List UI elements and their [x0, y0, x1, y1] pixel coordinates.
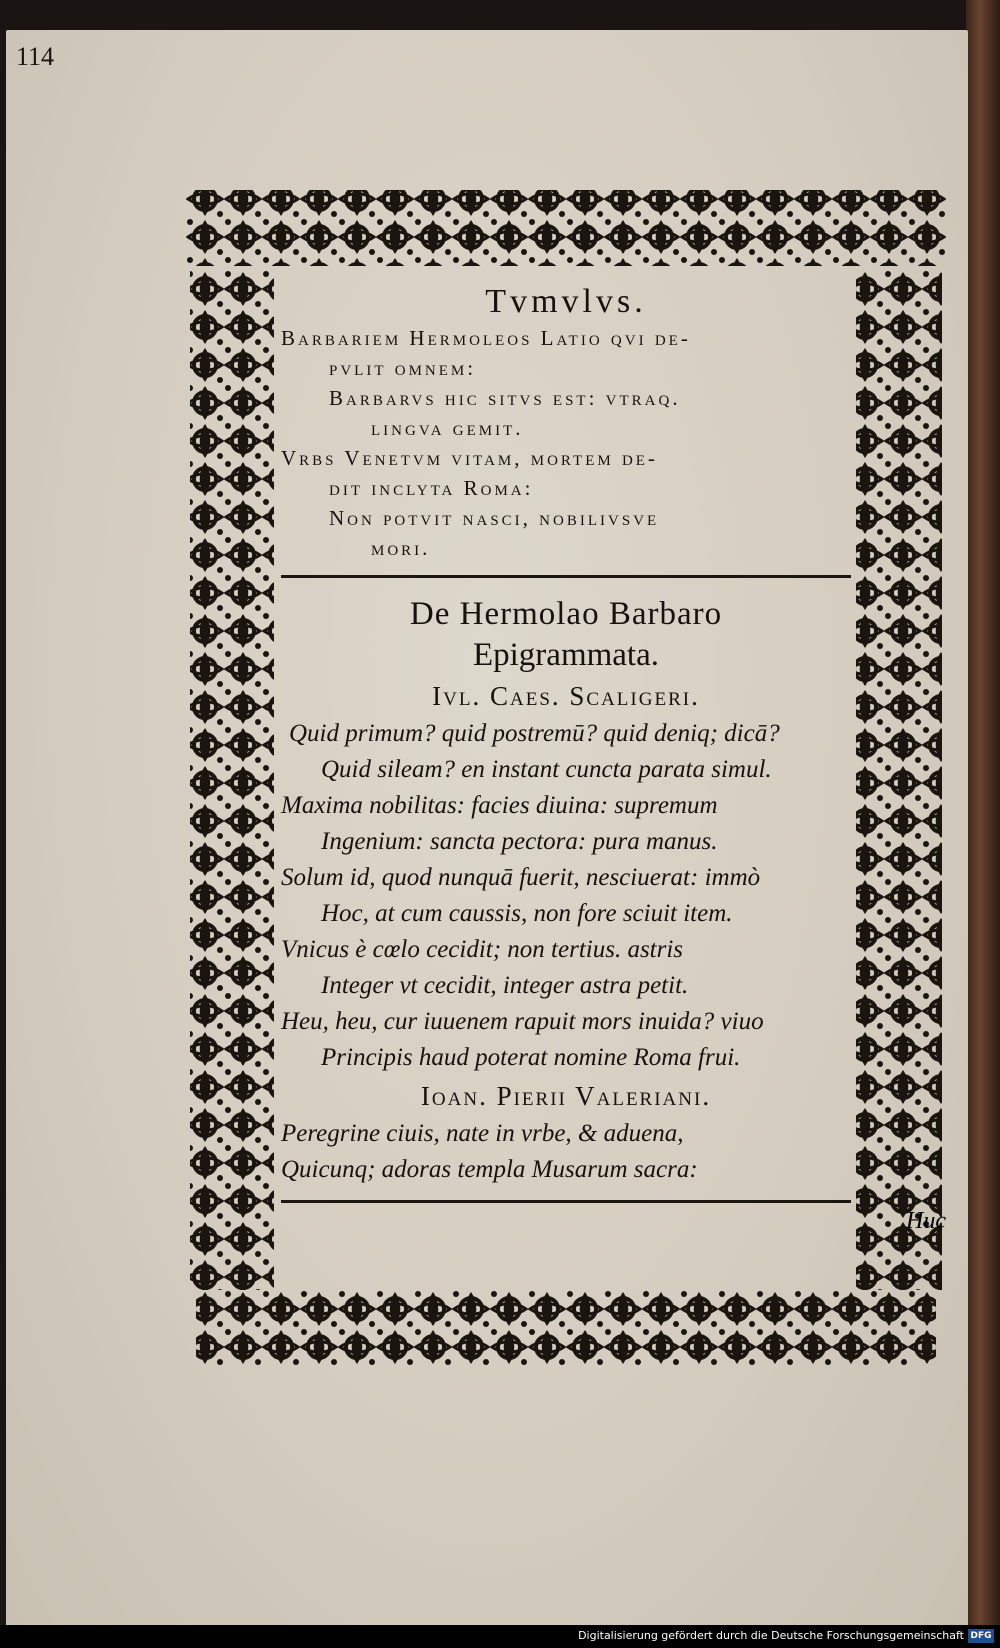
epigram-valeriani — [281, 1116, 851, 1188]
epigram-line: Solum id, quod nunquā fuerit, nesciuerat: immò — [281, 864, 761, 891]
verse-line: Barbarvs hic sitvs est: vtraq. — [329, 386, 681, 410]
ornamental-frame — [186, 180, 946, 1380]
verse-line: mori. — [371, 536, 431, 560]
author-heading: Ioan. Pierii Valeriani. — [420, 1081, 712, 1111]
ornament-border-right — [846, 270, 946, 1290]
epigram-line: Quicunq; adoras templa Musarum sacra: — [281, 1156, 698, 1183]
epigram-line: Maxima nobilitas: facies diuina: supremum — [281, 792, 718, 819]
epigram-scaliger — [281, 716, 851, 1076]
verse-line: lingva gemit. — [371, 416, 524, 440]
verse-line: Barbariem Hermoleos Latio qvi de- — [281, 326, 691, 350]
page-text — [281, 275, 851, 1219]
epigram-line: Quid primum? quid postremū? quid deniq; dicā? — [289, 720, 780, 747]
verse-line: dit inclyta Roma: — [329, 476, 534, 500]
ornament-border-top — [186, 180, 946, 270]
verse-line: pvlit omnem: — [329, 356, 477, 380]
epigram-line: Peregrine ciuis, nate in vrbe, & aduena, — [281, 1120, 684, 1147]
section-heading: De Hermolao Barbaro — [409, 596, 723, 632]
epigram-line: Quid sileam? en instant cuncta parata simul. — [321, 756, 772, 783]
dfg-logo-icon: DFG — [968, 1629, 994, 1643]
epigram-line: Vnicus è cœlo cecidit; non tertius. astris — [281, 936, 684, 963]
footer-credit: Digitalisierung gefördert durch die Deutsche Forschungsgemeinschaft — [578, 1629, 964, 1642]
tumulus-verse — [281, 323, 851, 563]
digitization-footer — [0, 1625, 1000, 1648]
catchword: Huc — [906, 1208, 946, 1234]
page-number: 114 — [16, 42, 55, 71]
tumulus-title: Tvmvlvs. — [485, 283, 647, 320]
epigram-line: Heu, heu, cur iuuenem rapuit mors inuida? viuo — [281, 1008, 764, 1035]
book-spine — [966, 0, 1000, 1625]
divider-rule — [281, 1200, 851, 1203]
ornament-border-bottom — [186, 1290, 946, 1380]
section-subheading: Epigrammata. — [472, 637, 659, 673]
epigram-line: Principis haud poterat nomine Roma frui. — [321, 1044, 741, 1071]
epigram-line: Hoc, at cum caussis, non fore sciuit item. — [321, 900, 733, 927]
verse-line: Non potvit nasci, nobilivsve — [329, 506, 660, 530]
epigram-line: Ingenium: sancta pectora: pura manus. — [321, 828, 718, 855]
ornament-border-left — [186, 270, 286, 1290]
epigram-line: Integer vt cecidit, integer astra petit. — [321, 972, 689, 999]
book-page — [6, 30, 968, 1628]
author-heading: Ivl. Caes. Scaligeri. — [432, 681, 700, 711]
verse-line: Vrbs Venetvm vitam, mortem de- — [281, 446, 658, 470]
divider-rule — [281, 575, 851, 578]
